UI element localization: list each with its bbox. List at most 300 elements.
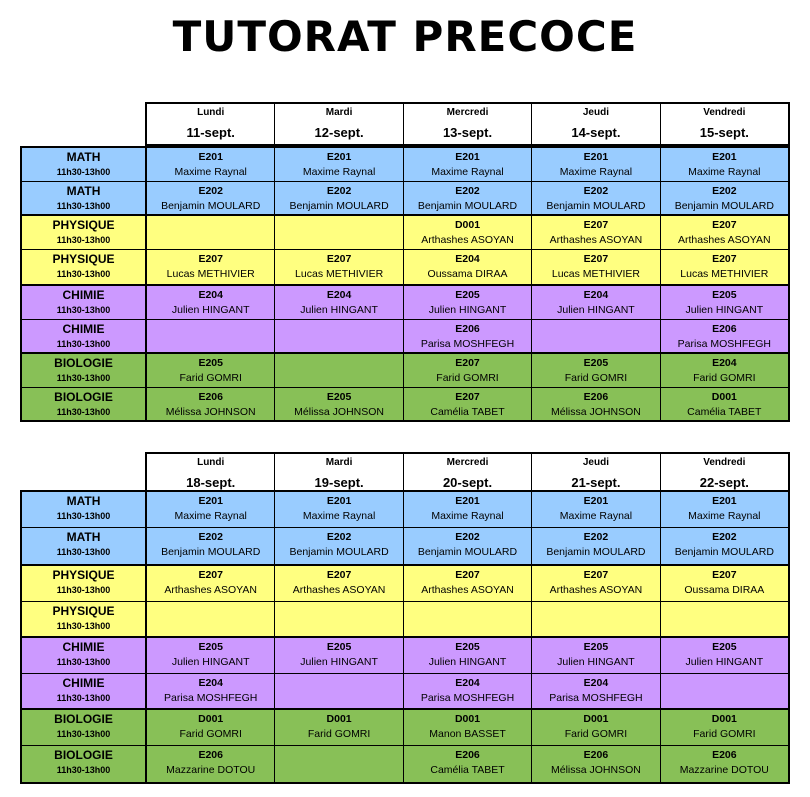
session-cell bbox=[275, 710, 403, 745]
session-cell bbox=[275, 320, 403, 352]
tutor-name: Benjamin MOULARD bbox=[546, 546, 646, 558]
tutor-name: Julien HINGANT bbox=[300, 656, 378, 668]
room-label: E202 bbox=[583, 531, 609, 543]
room-label: E201 bbox=[326, 495, 352, 507]
schedule-row-physique bbox=[22, 250, 788, 286]
subject-name: CHIMIE bbox=[62, 288, 105, 302]
room-label: E205 bbox=[326, 391, 352, 403]
schedule-row-biologie bbox=[22, 710, 788, 746]
room-label: E205 bbox=[583, 641, 609, 653]
session-time: 11h30-13h00 bbox=[56, 339, 111, 349]
tutor-name: Parisa MOSHFEGH bbox=[164, 692, 258, 704]
session-cell bbox=[275, 354, 403, 387]
session-cell bbox=[661, 492, 788, 527]
tutor-name: Farid GOMRI bbox=[564, 728, 628, 740]
day-date: 21-sept. bbox=[571, 475, 621, 490]
subject-cell bbox=[22, 216, 147, 249]
room-label: E205 bbox=[583, 357, 609, 369]
room-label bbox=[661, 605, 788, 618]
day-date: 14-sept. bbox=[571, 125, 621, 140]
subject-cell bbox=[22, 674, 147, 708]
session-cell bbox=[147, 710, 275, 745]
session-time: 11h30-13h00 bbox=[56, 621, 111, 631]
tutor-name: Maxime Raynal bbox=[302, 166, 376, 178]
session-cell bbox=[404, 286, 532, 319]
subject-cell bbox=[22, 388, 147, 420]
tutor-name: Julien HINGANT bbox=[685, 656, 764, 668]
session-cell bbox=[661, 602, 788, 636]
tutor-name: Julien HINGANT bbox=[428, 304, 507, 316]
tutor-name: Maxime Raynal bbox=[174, 510, 247, 522]
session-cell bbox=[147, 182, 275, 214]
tutor-name: Benjamin MOULARD bbox=[674, 546, 774, 558]
tutor-name: Maxime Raynal bbox=[431, 166, 504, 178]
session-cell bbox=[404, 528, 532, 564]
session-cell bbox=[532, 710, 660, 745]
room-label: E201 bbox=[712, 151, 737, 163]
tutor-name: Oussama DIRAA bbox=[684, 584, 765, 596]
tutor-name: Arthashes ASOYAN bbox=[549, 584, 643, 596]
schedule-row-physique bbox=[22, 566, 788, 602]
schedule-row-chimie bbox=[22, 286, 788, 320]
session-time: 11h30-13h00 bbox=[56, 511, 111, 521]
day-name: Vendredi bbox=[703, 457, 746, 468]
room-label: E202 bbox=[583, 185, 609, 197]
day-date: 19-sept. bbox=[314, 475, 364, 490]
tutor-name: Parisa MOSHFEGH bbox=[420, 338, 515, 350]
subject-name: BIOLOGIE bbox=[54, 356, 113, 370]
session-cell bbox=[147, 602, 275, 636]
tutor-name: Benjamin MOULARD bbox=[674, 200, 774, 212]
tutor-name: Parisa MOSHFEGH bbox=[549, 692, 643, 704]
tutor-name: Maxime Raynal bbox=[174, 166, 247, 178]
session-cell bbox=[532, 250, 660, 284]
tutor-name: Mélissa JOHNSON bbox=[550, 406, 641, 418]
session-cell bbox=[404, 746, 532, 782]
session-cell bbox=[147, 566, 275, 601]
room-label: E201 bbox=[198, 495, 223, 507]
tutor-name: Farid GOMRI bbox=[179, 728, 242, 740]
session-cell bbox=[404, 354, 532, 387]
subject-cell bbox=[22, 710, 147, 745]
session-cell bbox=[532, 638, 660, 673]
room-label: D001 bbox=[711, 713, 737, 725]
subject-name: CHIMIE bbox=[62, 322, 105, 336]
day-header bbox=[661, 104, 788, 144]
room-label: E207 bbox=[455, 357, 480, 369]
session-cell bbox=[661, 250, 788, 284]
tutor-name: Farid GOMRI bbox=[179, 372, 242, 384]
session-cell bbox=[404, 320, 532, 352]
page-title: TUTORAT PRECOCE bbox=[172, 12, 638, 61]
room-label: E205 bbox=[712, 289, 737, 301]
room-label: E202 bbox=[455, 185, 480, 197]
tutor-name: Camélia TABET bbox=[430, 764, 505, 776]
tutor-name: Maxime Raynal bbox=[559, 166, 633, 178]
session-cell bbox=[147, 638, 275, 673]
day-name: Mercredi bbox=[446, 107, 489, 118]
session-cell bbox=[275, 216, 403, 249]
session-cell bbox=[532, 320, 660, 352]
session-time: 11h30-13h00 bbox=[56, 585, 111, 595]
schedule-row-math bbox=[22, 528, 788, 566]
tutor-name: Mélissa JOHNSON bbox=[165, 406, 256, 418]
session-cell bbox=[275, 492, 403, 527]
subject-cell bbox=[22, 492, 147, 527]
room-label: E202 bbox=[455, 531, 480, 543]
session-cell bbox=[661, 388, 788, 420]
day-date: 11-sept. bbox=[186, 125, 235, 140]
session-time: 11h30-13h00 bbox=[56, 547, 111, 557]
session-cell bbox=[532, 216, 660, 249]
tutor-name: Farid GOMRI bbox=[693, 372, 756, 384]
room-label: E204 bbox=[583, 289, 609, 301]
session-time: 11h30-13h00 bbox=[56, 407, 111, 417]
tutor-name: Farid GOMRI bbox=[436, 372, 499, 384]
session-cell bbox=[275, 566, 403, 601]
day-name: Mercredi bbox=[446, 457, 489, 468]
tutor-name: Arthashes ASOYAN bbox=[164, 584, 257, 596]
schedule-row-math bbox=[22, 148, 788, 182]
tutor-name: Arthashes ASOYAN bbox=[549, 234, 643, 246]
room-label: E207 bbox=[326, 253, 352, 265]
session-cell bbox=[147, 286, 275, 319]
tutor-name: Maxime Raynal bbox=[559, 510, 633, 522]
session-cell bbox=[147, 320, 275, 352]
session-cell bbox=[661, 148, 788, 181]
subject-cell bbox=[22, 528, 147, 564]
session-cell bbox=[275, 148, 403, 181]
room-label: E201 bbox=[455, 151, 480, 163]
session-cell bbox=[661, 528, 788, 564]
room-label bbox=[532, 323, 659, 336]
subject-name: MATH bbox=[66, 494, 101, 508]
room-label: E201 bbox=[583, 495, 609, 507]
day-date: 12-sept. bbox=[314, 125, 364, 140]
schedule-row-math bbox=[22, 182, 788, 216]
room-label: E204 bbox=[326, 289, 352, 301]
session-cell bbox=[532, 182, 660, 214]
room-label bbox=[275, 749, 402, 762]
tutor-name: Julien HINGANT bbox=[685, 304, 764, 316]
session-cell bbox=[661, 354, 788, 387]
subject-cell bbox=[22, 746, 147, 782]
room-label: E207 bbox=[712, 219, 737, 231]
room-label: E201 bbox=[583, 151, 609, 163]
room-label bbox=[404, 605, 531, 618]
schedule-row-chimie bbox=[22, 674, 788, 710]
tutor-name: Lucas METHIVIER bbox=[295, 268, 384, 280]
tutor-name: Maxime Raynal bbox=[431, 510, 504, 522]
tutor-name: Arthashes ASOYAN bbox=[421, 584, 514, 596]
session-cell bbox=[147, 492, 275, 527]
session-cell bbox=[275, 746, 403, 782]
room-label: E202 bbox=[712, 531, 737, 543]
room-label: E207 bbox=[583, 569, 609, 581]
room-label: D001 bbox=[326, 713, 352, 725]
session-time: 11h30-13h00 bbox=[56, 765, 111, 775]
subject-cell bbox=[22, 354, 147, 387]
session-cell bbox=[404, 182, 532, 214]
room-label: E202 bbox=[198, 531, 223, 543]
session-cell bbox=[147, 528, 275, 564]
room-label: E206 bbox=[583, 749, 609, 761]
room-label: D001 bbox=[711, 391, 737, 403]
tutor-name: Mélissa JOHNSON bbox=[294, 406, 385, 418]
room-label bbox=[147, 323, 274, 336]
room-label: E207 bbox=[455, 391, 480, 403]
session-cell bbox=[147, 674, 275, 708]
room-label: E201 bbox=[455, 495, 480, 507]
subject-name: BIOLOGIE bbox=[54, 390, 113, 404]
session-time: 11h30-13h00 bbox=[56, 269, 111, 279]
subject-name: CHIMIE bbox=[62, 640, 105, 654]
session-cell bbox=[275, 602, 403, 636]
subject-cell bbox=[22, 320, 147, 352]
room-label: E202 bbox=[712, 185, 737, 197]
room-label: E206 bbox=[198, 749, 223, 761]
session-cell bbox=[404, 638, 532, 673]
session-cell bbox=[404, 674, 532, 708]
session-cell bbox=[661, 674, 788, 708]
subject-cell bbox=[22, 602, 147, 636]
tutor-name: Farid GOMRI bbox=[693, 728, 756, 740]
day-header bbox=[275, 454, 403, 494]
room-label: E204 bbox=[198, 677, 223, 689]
subject-name: PHYSIQUE bbox=[52, 218, 115, 232]
day-date: 18-sept. bbox=[186, 475, 236, 490]
tutor-name: Lucas METHIVIER bbox=[551, 268, 640, 280]
session-cell bbox=[404, 710, 532, 745]
tutor-name: Julien HINGANT bbox=[300, 304, 378, 316]
day-name: Mardi bbox=[325, 457, 353, 468]
day-name: Lundi bbox=[197, 457, 225, 468]
room-label: E207 bbox=[198, 569, 223, 581]
subject-name: CHIMIE bbox=[62, 676, 105, 690]
room-label: E207 bbox=[712, 253, 737, 265]
room-label: E202 bbox=[198, 185, 223, 197]
room-label: D001 bbox=[583, 713, 609, 725]
week-1-schedule bbox=[20, 146, 790, 422]
day-header bbox=[661, 454, 788, 494]
session-cell bbox=[661, 182, 788, 214]
session-time: 11h30-13h00 bbox=[56, 657, 111, 667]
room-label: E204 bbox=[455, 677, 480, 689]
day-header bbox=[147, 104, 275, 144]
tutor-name: Manon BASSET bbox=[429, 728, 506, 740]
schedule-row-physique bbox=[22, 602, 788, 638]
session-cell bbox=[404, 566, 532, 601]
day-header bbox=[147, 454, 275, 494]
session-cell bbox=[404, 602, 532, 636]
subject-cell bbox=[22, 250, 147, 284]
room-label: E207 bbox=[455, 569, 480, 581]
subject-cell bbox=[22, 286, 147, 319]
session-time: 11h30-13h00 bbox=[56, 729, 111, 739]
tutor-name: Arthashes ASOYAN bbox=[292, 584, 386, 596]
tutor-name: Mazzarine DOTOU bbox=[166, 764, 256, 776]
tutor-name: Benjamin MOULARD bbox=[161, 200, 261, 212]
room-label: E201 bbox=[712, 495, 737, 507]
tutor-name: Parisa MOSHFEGH bbox=[420, 692, 515, 704]
subject-name: MATH bbox=[66, 150, 101, 164]
session-time: 11h30-13h00 bbox=[56, 235, 111, 245]
session-cell bbox=[532, 354, 660, 387]
subject-name: MATH bbox=[66, 530, 101, 544]
session-cell bbox=[147, 148, 275, 181]
room-label: E202 bbox=[326, 185, 352, 197]
tutor-name: Benjamin MOULARD bbox=[289, 200, 389, 212]
room-label: E206 bbox=[712, 749, 737, 761]
room-label: D001 bbox=[454, 713, 481, 725]
day-name: Jeudi bbox=[582, 457, 609, 468]
room-label: E206 bbox=[198, 391, 223, 403]
day-name: Lundi bbox=[197, 107, 225, 118]
tutor-name: Arthashes ASOYAN bbox=[678, 234, 771, 246]
room-label: E201 bbox=[326, 151, 352, 163]
day-header bbox=[404, 454, 532, 494]
room-label: E205 bbox=[198, 641, 223, 653]
tutor-name: Parisa MOSHFEGH bbox=[677, 338, 771, 350]
session-time: 11h30-13h00 bbox=[56, 373, 111, 383]
room-label: E207 bbox=[326, 569, 352, 581]
session-cell bbox=[661, 286, 788, 319]
schedule-row-biologie bbox=[22, 746, 788, 782]
tutor-name: Benjamin MOULARD bbox=[417, 546, 518, 558]
subject-name: BIOLOGIE bbox=[54, 712, 113, 726]
session-cell bbox=[661, 216, 788, 249]
tutor-name: Benjamin MOULARD bbox=[161, 546, 261, 558]
subject-cell bbox=[22, 638, 147, 673]
day-date: 22-sept. bbox=[699, 475, 749, 490]
session-cell bbox=[147, 746, 275, 782]
tutor-name: Maxime Raynal bbox=[688, 166, 761, 178]
room-label: D001 bbox=[198, 713, 224, 725]
tutor-name: Mélissa JOHNSON bbox=[550, 764, 641, 776]
room-label: E205 bbox=[455, 641, 480, 653]
session-cell bbox=[532, 286, 660, 319]
session-cell bbox=[532, 148, 660, 181]
session-cell bbox=[147, 250, 275, 284]
room-label: E206 bbox=[455, 323, 480, 335]
session-cell bbox=[532, 566, 660, 601]
room-label bbox=[275, 677, 402, 690]
room-label bbox=[275, 605, 402, 618]
day-date: 15-sept. bbox=[699, 125, 749, 140]
tutor-name: Farid GOMRI bbox=[307, 728, 371, 740]
session-time: 11h30-13h00 bbox=[56, 693, 111, 703]
subject-cell bbox=[22, 148, 147, 181]
schedule-row-chimie bbox=[22, 638, 788, 674]
subject-name: MATH bbox=[66, 184, 101, 198]
room-label bbox=[147, 219, 274, 232]
session-cell bbox=[661, 320, 788, 352]
tutor-name: Maxime Raynal bbox=[688, 510, 761, 522]
subject-name: PHYSIQUE bbox=[52, 252, 115, 266]
room-label: E206 bbox=[712, 323, 737, 335]
subject-cell bbox=[22, 566, 147, 601]
session-cell bbox=[404, 388, 532, 420]
room-label: E207 bbox=[583, 253, 609, 265]
day-name: Vendredi bbox=[703, 107, 746, 118]
tutor-name: Mazzarine DOTOU bbox=[679, 764, 769, 776]
session-cell bbox=[532, 528, 660, 564]
session-cell bbox=[661, 710, 788, 745]
tutor-name: Camélia TABET bbox=[430, 406, 505, 418]
session-cell bbox=[404, 148, 532, 181]
tutor-name: Benjamin MOULARD bbox=[417, 200, 518, 212]
session-time: 11h30-13h00 bbox=[56, 305, 111, 315]
session-cell bbox=[532, 388, 660, 420]
subject-name: BIOLOGIE bbox=[54, 748, 113, 762]
day-header bbox=[404, 104, 532, 144]
week-2-schedule bbox=[20, 490, 790, 784]
day-date: 20-sept. bbox=[442, 475, 493, 490]
schedule-row-physique bbox=[22, 216, 788, 250]
room-label: E204 bbox=[198, 289, 223, 301]
session-cell bbox=[661, 638, 788, 673]
session-time: 11h30-13h00 bbox=[56, 167, 111, 177]
room-label bbox=[147, 605, 274, 618]
session-cell bbox=[275, 638, 403, 673]
tutor-name: Lucas METHIVIER bbox=[680, 268, 769, 280]
room-label bbox=[661, 677, 788, 690]
day-name: Jeudi bbox=[582, 107, 609, 118]
session-cell bbox=[275, 674, 403, 708]
day-name: Mardi bbox=[325, 107, 353, 118]
schedule-row-biologie bbox=[22, 388, 788, 420]
tutor-name: Oussama DIRAA bbox=[427, 268, 508, 280]
tutor-name: Lucas METHIVIER bbox=[166, 268, 255, 280]
room-label: E205 bbox=[326, 641, 352, 653]
tutor-name: Farid GOMRI bbox=[564, 372, 628, 384]
session-cell bbox=[147, 388, 275, 420]
tutor-name: Benjamin MOULARD bbox=[546, 200, 646, 212]
subject-name: PHYSIQUE bbox=[52, 604, 115, 618]
day-header bbox=[532, 454, 660, 494]
room-label: D001 bbox=[454, 219, 481, 231]
room-label: E202 bbox=[326, 531, 352, 543]
tutor-name: Julien HINGANT bbox=[557, 656, 635, 668]
tutor-name: Julien HINGANT bbox=[557, 304, 635, 316]
room-label: E205 bbox=[712, 641, 737, 653]
session-cell bbox=[275, 528, 403, 564]
session-cell bbox=[275, 182, 403, 214]
room-label: E207 bbox=[712, 569, 737, 581]
session-cell bbox=[404, 216, 532, 249]
session-cell bbox=[532, 674, 660, 708]
tutor-name: Julien HINGANT bbox=[171, 304, 250, 316]
room-label: E206 bbox=[583, 391, 609, 403]
day-header bbox=[532, 104, 660, 144]
tutor-name: Julien HINGANT bbox=[428, 656, 507, 668]
session-cell bbox=[275, 286, 403, 319]
tutor-name: Maxime Raynal bbox=[302, 510, 376, 522]
session-cell bbox=[147, 354, 275, 387]
session-cell bbox=[661, 566, 788, 601]
tutor-name: Camélia TABET bbox=[687, 406, 762, 418]
room-label bbox=[275, 323, 402, 336]
room-label: E201 bbox=[198, 151, 223, 163]
schedule-row-math bbox=[22, 492, 788, 528]
session-cell bbox=[404, 250, 532, 284]
session-cell bbox=[275, 388, 403, 420]
room-label bbox=[532, 605, 659, 618]
tutor-name: Julien HINGANT bbox=[171, 656, 250, 668]
session-cell bbox=[404, 492, 532, 527]
room-label: E207 bbox=[583, 219, 609, 231]
session-cell bbox=[532, 602, 660, 636]
